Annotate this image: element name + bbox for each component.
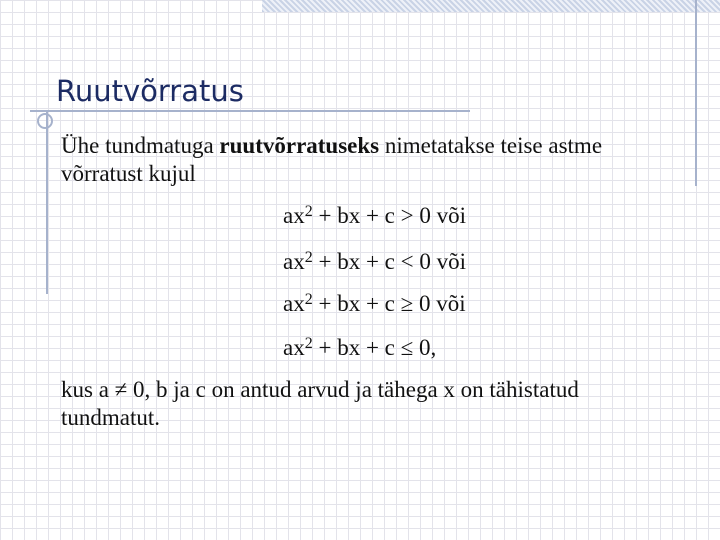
formula-line	[283, 248, 466, 276]
formula-rest: + bx + c ≤ 0,	[312, 335, 437, 360]
formula-line	[283, 202, 466, 230]
formula-base: ax	[283, 203, 305, 228]
formula-exponent: 2	[304, 335, 313, 352]
intro-text: Ühe tundmatuga	[61, 133, 220, 158]
term-bold: ruutvõrratuseks	[219, 133, 380, 158]
intro-paragraph	[61, 132, 661, 188]
formula-rest: + bx + c < 0 või	[312, 249, 466, 274]
decorative-line	[695, 0, 697, 186]
decorative-line	[46, 110, 48, 294]
formula-rest: + bx + c > 0 või	[312, 203, 466, 228]
slide-title: Ruutvõrratus	[56, 74, 244, 108]
intro-text: nimetatakse teise astme võrratust kujul	[61, 133, 603, 186]
decorative-line	[30, 110, 470, 112]
formula-base: ax	[283, 249, 305, 274]
formula-exponent: 2	[304, 249, 313, 266]
formula-exponent: 2	[304, 203, 313, 220]
decorative-band	[262, 0, 720, 12]
formula-line	[283, 290, 466, 318]
closing-paragraph: kus a ≠ 0, b ja c on antud arvud ja tähega x on tähistatud tundmatut.	[61, 377, 579, 430]
formula-base: ax	[283, 291, 305, 316]
decorative-circle	[37, 113, 53, 129]
formula-exponent: 2	[304, 291, 313, 308]
formula-base: ax	[283, 335, 305, 360]
formula-rest: + bx + c ≥ 0 või	[312, 291, 466, 316]
formula-line	[283, 334, 436, 362]
